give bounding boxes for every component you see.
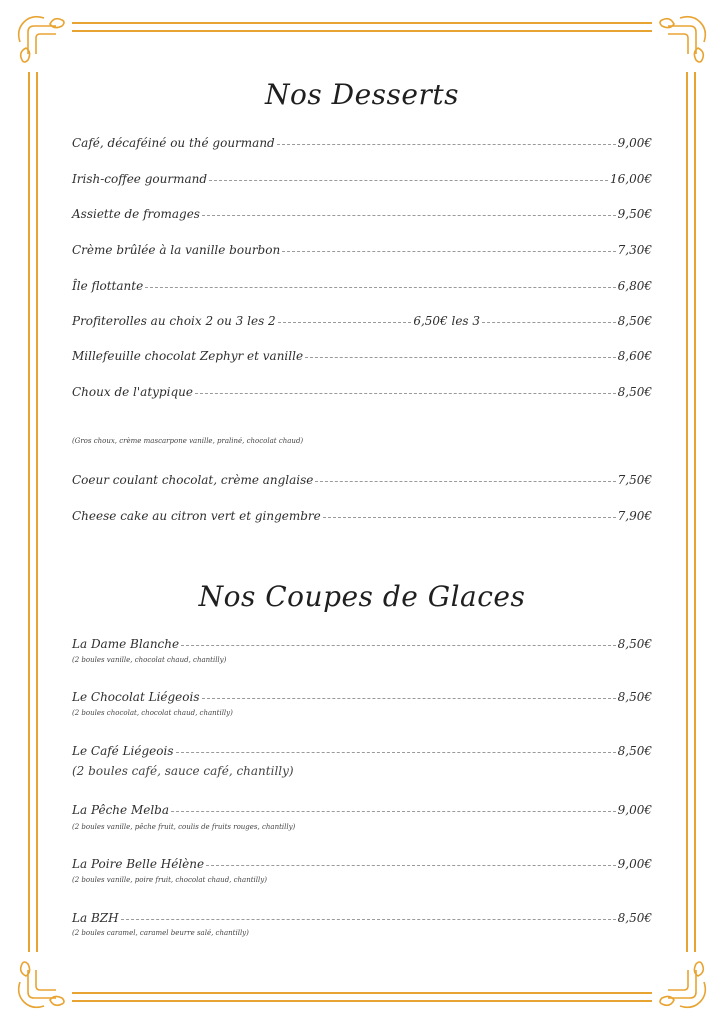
- menu-item: [72, 172, 652, 186]
- item-price: 8,50€: [617, 637, 652, 651]
- item-price: 6,80€: [617, 279, 652, 293]
- item-price: 9,00€: [617, 136, 652, 150]
- menu-item: [72, 690, 652, 704]
- dot-leader: [202, 698, 616, 699]
- item-price: 9,50€: [617, 207, 652, 221]
- item-price: 7,30€: [617, 243, 652, 257]
- dot-leader: [121, 919, 616, 920]
- frame-right-outer: [694, 72, 696, 952]
- dot-leader: [277, 144, 616, 145]
- item-description: (Gros choux, crème mascarpone vanille, praliné, chocolat chaud): [72, 437, 304, 445]
- item-description: (2 boules vanille, pêche fruit, coulis de fruits rouges, chantilly): [72, 823, 296, 831]
- dot-leader: [482, 322, 616, 323]
- frame-top-outer: [72, 22, 652, 24]
- dot-leader: [209, 180, 608, 181]
- item-price: 7,50€: [617, 473, 652, 487]
- item-price: 9,00€: [617, 857, 652, 871]
- menu-item: [72, 207, 652, 221]
- item-name: Crème brûlée à la vanille bourbon: [72, 243, 281, 257]
- item-price: 8,50€: [617, 911, 652, 925]
- dot-leader: [282, 251, 615, 252]
- frame-bottom-inner: [72, 992, 652, 994]
- item-name: Millefeuille chocolat Zephyr et vanille: [72, 349, 304, 363]
- item-price: 8,50€: [617, 385, 652, 399]
- item-price: 8,50€: [617, 314, 653, 328]
- corner-ornament-icon: [654, 956, 710, 1012]
- item-price: 8,50€: [617, 744, 652, 758]
- menu-item: [72, 803, 652, 817]
- dot-leader: [206, 865, 616, 866]
- menu-item: [72, 911, 652, 925]
- item-name: Irish-coffee gourmand: [72, 172, 208, 186]
- dot-leader: [315, 481, 615, 482]
- frame-left-outer: [28, 72, 30, 952]
- corner-ornament-icon: [14, 956, 70, 1012]
- menu-item: [72, 314, 652, 328]
- menu-item: [72, 136, 652, 150]
- frame-top-inner: [72, 30, 652, 32]
- menu-item: [72, 637, 652, 651]
- item-description: (2 boules chocolat, chocolat chaud, chantilly): [72, 709, 233, 717]
- dot-leader: [278, 322, 412, 323]
- item-price: 8,50€: [617, 690, 652, 704]
- item-description: (2 boules café, sauce café, chantilly): [72, 764, 294, 778]
- menu-item: [72, 857, 652, 871]
- dot-leader: [145, 287, 615, 288]
- item-name: Île flottante: [72, 279, 144, 293]
- menu-item: [72, 349, 652, 363]
- item-name: La Poire Belle Hélène: [72, 857, 205, 871]
- dot-leader: [195, 393, 616, 394]
- menu-item: [72, 243, 652, 257]
- item-price: 7,90€: [617, 509, 652, 523]
- dot-leader: [181, 645, 616, 646]
- corner-ornament-icon: [14, 12, 70, 68]
- dot-leader: [171, 811, 616, 812]
- item-price: 9,00€: [617, 803, 652, 817]
- glaces-title: Nos Coupes de Glaces: [198, 580, 526, 613]
- item-name: Choux de l'atypique: [72, 385, 193, 399]
- item-description: (2 boules vanille, poire fruit, chocolat chaud, chantilly): [72, 876, 267, 884]
- item-price: 8,60€: [617, 349, 652, 363]
- dot-leader: [176, 752, 616, 753]
- item-name: Cheese cake au citron vert et gingembre: [72, 509, 321, 523]
- item-name: Profiterolles au choix 2 ou 3 les 2: [72, 314, 276, 328]
- menu-item: [72, 385, 652, 399]
- dot-leader: [305, 357, 616, 358]
- item-price: 16,00€: [610, 172, 652, 186]
- item-name: Café, décaféiné ou thé gourmand: [72, 136, 275, 150]
- item-name: Assiette de fromages: [72, 207, 200, 221]
- item-name: La BZH: [72, 911, 119, 925]
- frame-left-inner: [36, 72, 38, 952]
- item-name: Coeur coulant chocolat, crème anglaise: [72, 473, 314, 487]
- item-price-alt: 6,50€ les 3: [413, 314, 481, 328]
- dot-leader: [202, 215, 616, 216]
- dot-leader: [323, 517, 616, 518]
- item-name: Le Chocolat Liégeois: [72, 690, 200, 704]
- menu-item: [72, 744, 652, 758]
- menu-item: [72, 473, 652, 487]
- item-name: La Dame Blanche: [72, 637, 180, 651]
- menu-item: [72, 509, 652, 523]
- corner-ornament-icon: [654, 12, 710, 68]
- frame-right-inner: [686, 72, 688, 952]
- frame-bottom-outer: [72, 1000, 652, 1002]
- item-name: La Pêche Melba: [72, 803, 170, 817]
- menu-item: [72, 279, 652, 293]
- item-description: (2 boules vanille, chocolat chaud, chantilly): [72, 656, 227, 664]
- item-name: Le Café Liégeois: [72, 744, 174, 758]
- item-description: (2 boules caramel, caramel beurre salé, chantilly): [72, 929, 249, 937]
- desserts-title: Nos Desserts: [265, 78, 459, 111]
